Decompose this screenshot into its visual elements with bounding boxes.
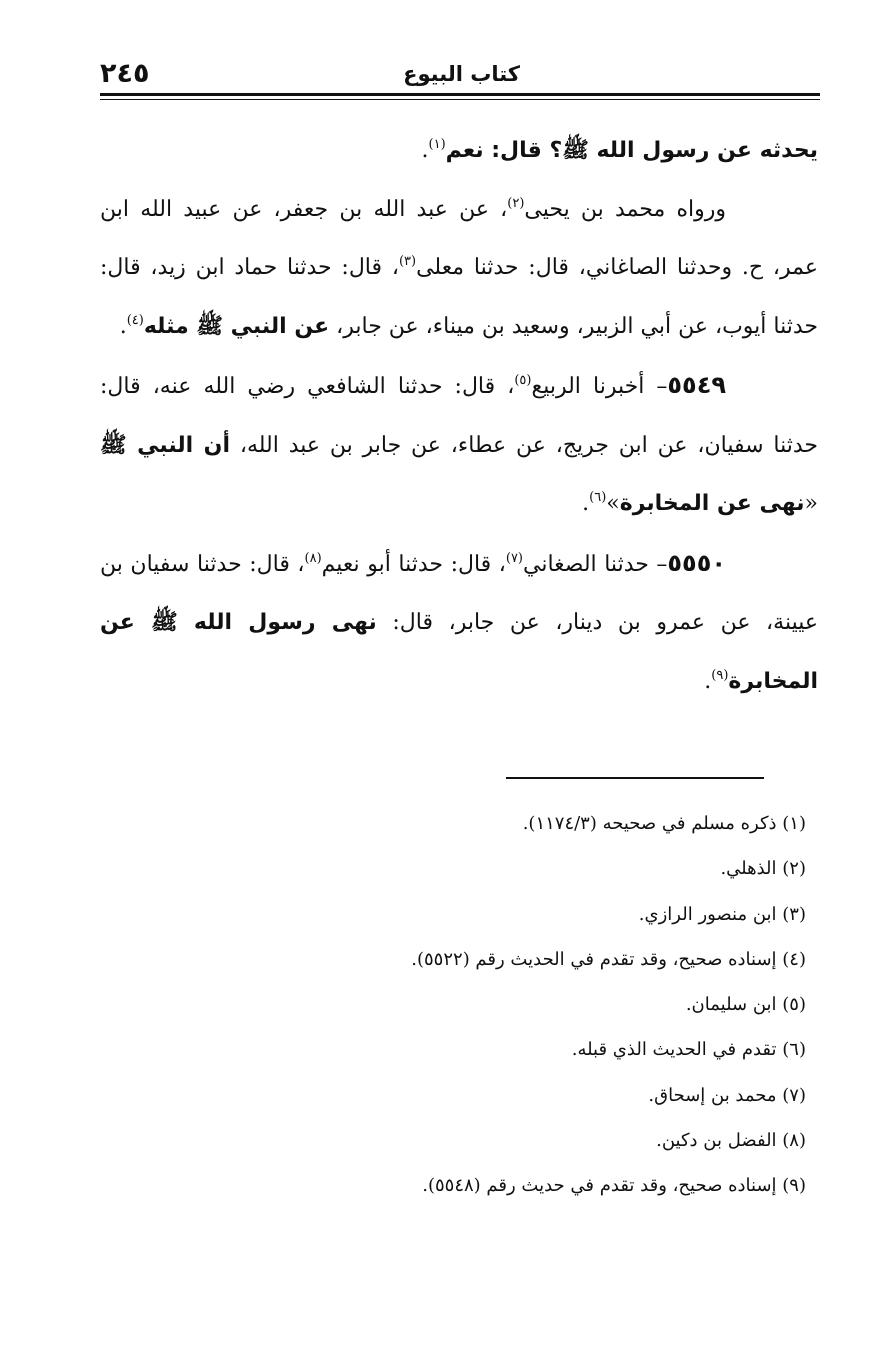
bold-text: يحدثه عن رسول الله ﷺ؟ قال: نعم — [445, 138, 818, 163]
text-run: . — [704, 668, 712, 694]
footnote-item: (٥) ابن سليمان. — [685, 994, 806, 1016]
text-run: – أخبرنا الربيع — [531, 374, 668, 399]
hadith-number: ٥٥٥٠ — [667, 548, 726, 577]
footnote-separator — [506, 777, 764, 779]
hadith-5550 — [100, 534, 818, 712]
bold-text: عن النبي ﷺ مثله — [143, 313, 330, 339]
footnote-item: (٦) تقدم في الحديث الذي قبله. — [571, 1039, 806, 1061]
footnote-ref: (٥) — [514, 373, 532, 388]
text-run: . — [421, 138, 429, 163]
text-run: – حدثنا الصغاني — [523, 551, 668, 577]
hadith-5549 — [100, 356, 818, 534]
paragraph-continuation — [100, 122, 818, 181]
page-number: ٢٤٥ — [100, 58, 150, 89]
footnote-ref: (٦) — [589, 490, 607, 505]
footnote-item: (٤) إسناده صحيح، وقد تقدم في الحديث رقم (٥٥٢٢). — [411, 948, 806, 970]
footnote-ref: (١) — [428, 137, 446, 152]
footnote-item: (٣) ابن منصور الرازي. — [638, 903, 806, 925]
header-rule-thin — [100, 99, 820, 100]
footnote-ref: (٤) — [126, 312, 144, 328]
bold-text: نهى رسول الله ﷺ عن المخابرة — [100, 610, 818, 694]
footnote-ref: (٧) — [505, 550, 523, 566]
bold-text: أن النبي ﷺ — [100, 432, 230, 458]
text-run: ، قال: حدثنا سفيان بن عيينة، عن عمرو بن دينار، عن جابر، قال: — [100, 551, 818, 635]
footnotes — [100, 801, 806, 1209]
text-run: ، قال: حدثنا أبو نعيم — [321, 551, 506, 577]
footnote-ref: (٨) — [304, 550, 322, 566]
footnote-ref: (٣) — [398, 254, 417, 269]
footnote-ref: (٩) — [711, 667, 729, 683]
text-run: « — [804, 491, 818, 516]
text-run: ورواه محمد بن يحيى — [524, 196, 726, 222]
text-run: » — [606, 491, 620, 516]
text-run: ، قال: حدثنا الشافعي رضي الله عنه، قال: حدثنا سفيان، عن ابن جريج، عن عطاء، عن جابر بن عبد الله، — [100, 374, 818, 458]
text-run: . — [582, 491, 590, 516]
header-rule-thick — [100, 93, 820, 96]
footnote-ref: (٢) — [507, 195, 525, 211]
page-header — [100, 58, 820, 98]
bold-text: نهى عن المخابرة — [619, 491, 805, 516]
main-text — [100, 122, 818, 711]
running-head-title: كتاب البيوع — [403, 62, 520, 86]
text-run: . — [119, 313, 127, 339]
footnote-item: (٨) الفضل بن دكين. — [656, 1130, 806, 1152]
footnote-item: (٢) الذهلي. — [720, 858, 806, 880]
hadith-number: ٥٥٤٩ — [667, 371, 726, 399]
paragraph-riwaya — [100, 181, 818, 357]
footnote-item: (٧) محمد بن إسحاق. — [648, 1084, 806, 1106]
footnote-item: (٩) إسناده صحيح، وقد تقدم في حديث رقم (٥٥٤٨). — [422, 1175, 806, 1197]
text-run: ، عن عبد الله بن جعفر، عن عبيد الله ابن عمر، ح. وحدثنا الصاغاني، قال: حدثنا معلى — [100, 196, 818, 280]
footnote-item: (١) ذكره مسلم في صحيحه (١١٧٤/٣). — [522, 813, 806, 834]
text-run: ، قال: حدثنا حماد ابن زيد، قال: حدثنا أيوب، عن أبي الزبير، وسعيد بن ميناء، عن جابر، — [100, 255, 818, 339]
